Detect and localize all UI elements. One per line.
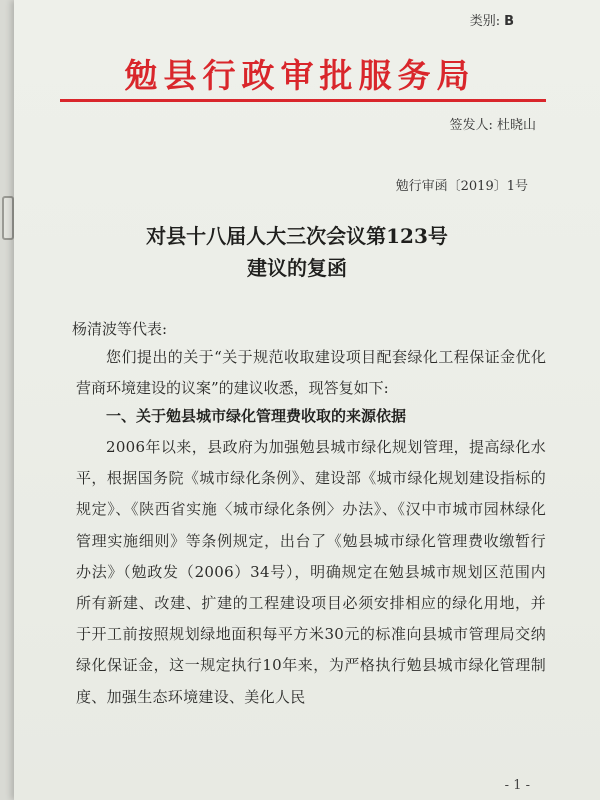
paragraph-section-1: 2006年以来，县政府为加强勉县城市绿化规划管理，提高绿化水平，根据国务院《城市绿化条例》、建设部《城市绿化规划建设指标的规定》、《陕西省实施〈城市绿化条例〉办法》、《汉中市城市园林绿化管理实施细则》等条例规定，出台了《勉县城市绿化管理费收缴暂行办法》（勉政发（2006）34号），明确规定在勉县城市规划区范围内所有新建、改建、扩建的工程建设项目必须安排相应的绿化用地，并于开工前按照规划绿地面积每平方米30元的标准向县城市管理局交纳绿化保证金，这一规定执行10年来，为严格执行勉县城市绿化管理制度、加强生态环境建设、美化人民 (76, 438, 546, 706)
issuer-masthead: 勉县行政审批服务局 (124, 56, 476, 95)
title-line-1: 对县十八届人大三次会议第123号 (146, 224, 448, 248)
document-number: 勉行审函〔2019〕1号 (395, 179, 528, 194)
page-number: - 1 - (504, 778, 530, 793)
category-label-text: 类别: (469, 14, 501, 29)
category-label (470, 10, 514, 29)
salutation: 杨清波等代表: (72, 320, 168, 338)
paragraph-intro: 您们提出的关于“关于规范收取建设项目配套绿化工程保证金优化营商环境建设的议案”的建议收悉，现答复如下: (76, 348, 546, 398)
title-line-2: 建议的复函 (247, 256, 347, 280)
document-title (0, 220, 600, 284)
masthead-red-rule (60, 99, 546, 102)
section-heading-1: 一、关于勉县城市绿化管理费收取的来源依据 (106, 407, 407, 425)
signer-line: 签发人: 杜晓山 (449, 118, 536, 133)
category-value: B (504, 14, 514, 29)
